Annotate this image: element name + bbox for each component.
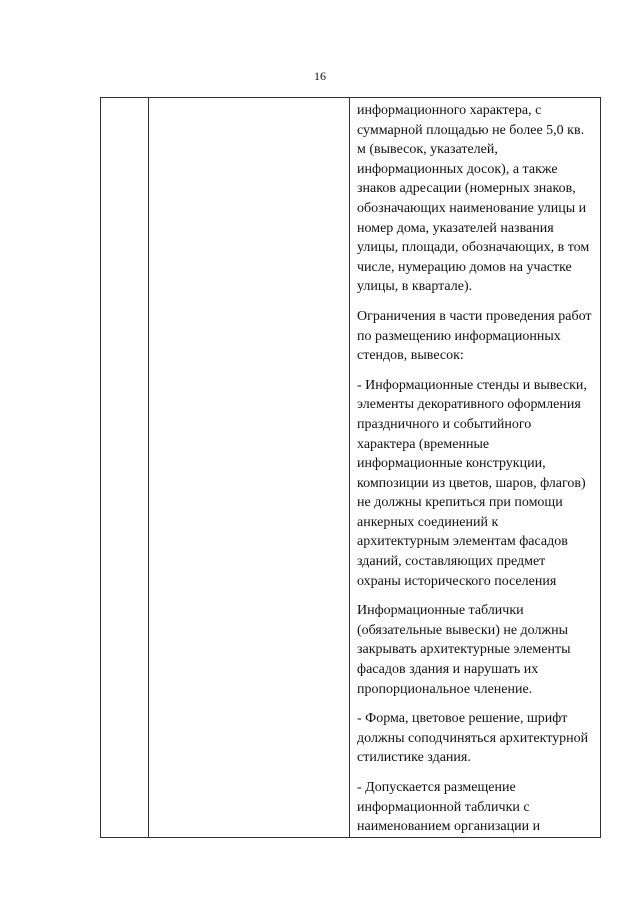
requirements-text <box>350 98 600 837</box>
document-table <box>100 97 601 838</box>
paragraph-stands-and-signs: - Информационные стенды и вывески, элементы декоративного оформления праздничного и событийного характера (временные информационные конструкции, композиции из цветов, шаров, флагов) не должны крепиться при помощи анкерных соединений к архитектурным элементам фасадов зданий, составляющих предмет охраны исторического поселения <box>357 377 587 589</box>
table-cell-number <box>101 98 149 838</box>
paragraph-form-color-font: - Форма, цветовое решение, шрифт должны соподчиняться архитектурной стилистике здания. <box>357 711 589 766</box>
page-number: 16 <box>314 69 326 83</box>
paragraph-plate-placement: - Допускается размещение информационной таблички с наименованием организации и <box>357 780 541 835</box>
paragraph-information-plates: Информационные таблички (обязательные вывески) не должны закрывать архитектурные элементы фасадов здания и нарушать их пропорциональное членение. <box>357 603 571 697</box>
table-row <box>101 98 601 838</box>
table-cell-requirements <box>350 98 601 838</box>
table-cell-object <box>149 98 350 838</box>
paragraph-information-character: информационного характера, с суммарной площадью не более 5,0 кв. м (вывесок, указателей, информационных досок), а также знаков адресации (номерных знаков, обозначающих наименование улицы и номер дома, указателей названия улицы, площади, обозначающих, в том числе, нумерацию домов на участке улицы, в квартале). <box>357 103 590 295</box>
paragraph-restrictions-heading: Ограничения в части проведения работ по размещению информационных стендов, вывесок: <box>357 308 592 364</box>
